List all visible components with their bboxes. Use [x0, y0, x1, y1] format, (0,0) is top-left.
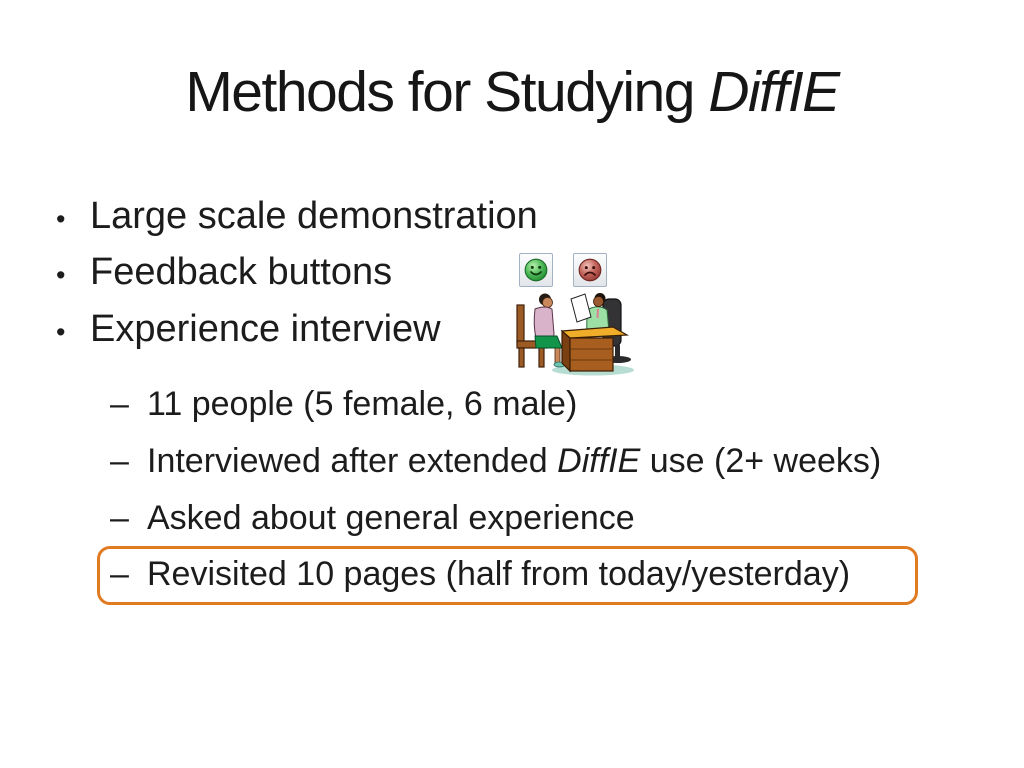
slide-title — [0, 60, 1024, 124]
sub-bullet-text-after: use (2+ weeks) — [640, 442, 882, 480]
sub-bullet-text — [147, 501, 635, 535]
paper-sheet — [571, 294, 591, 322]
sub-bullet-text-before: Asked about general experience — [147, 499, 635, 537]
interview-scene-clipart — [501, 291, 637, 379]
positive-feedback-button[interactable] — [519, 253, 553, 287]
slide-title-italic-text: DiffIE — [708, 60, 839, 124]
sub-bullet-text — [147, 444, 881, 478]
sub-bullet-11-people — [110, 387, 577, 421]
dash-icon: – — [110, 499, 129, 537]
sub-bullet-text-before: Interviewed after extended — [147, 442, 558, 480]
sub-bullet-text-before: 11 people (5 female, 6 male) — [147, 385, 578, 423]
sub-bullet-text-italic: DiffIE — [557, 442, 641, 480]
negative-feedback-button[interactable] — [573, 253, 607, 287]
bullet-label: Experience interview — [90, 308, 441, 350]
bullet-dot-icon: • — [56, 204, 66, 234]
dash-icon: – — [110, 442, 129, 480]
bullet-label: Feedback buttons — [90, 251, 393, 293]
slide-title-text: Methods for Studying — [185, 60, 709, 124]
red-sad-face-icon — [577, 257, 603, 283]
bullet-item-feedback-buttons — [56, 253, 392, 291]
sub-bullet-revisited-10-pages — [110, 557, 850, 591]
sub-bullet-text-before: Revisited 10 pages (half from today/yesterday) — [147, 555, 851, 593]
bullet-label: Large scale demonstration — [90, 195, 538, 237]
bullet-dot-icon: • — [56, 260, 66, 290]
bullet-item-experience-interview — [56, 310, 441, 348]
sub-bullet-asked-about-general-experience — [110, 501, 635, 535]
sub-bullet-text — [147, 387, 577, 421]
sub-bullet-interviewed-after-extended-use — [110, 444, 881, 478]
dash-icon: – — [110, 385, 129, 423]
feedback-buttons-group — [519, 253, 607, 287]
green-smiley-icon — [523, 257, 549, 283]
sub-bullet-text — [147, 557, 850, 591]
dash-icon: – — [110, 555, 129, 593]
bullet-dot-icon: • — [56, 317, 66, 347]
bullet-item-large-scale-demonstration — [56, 197, 538, 235]
